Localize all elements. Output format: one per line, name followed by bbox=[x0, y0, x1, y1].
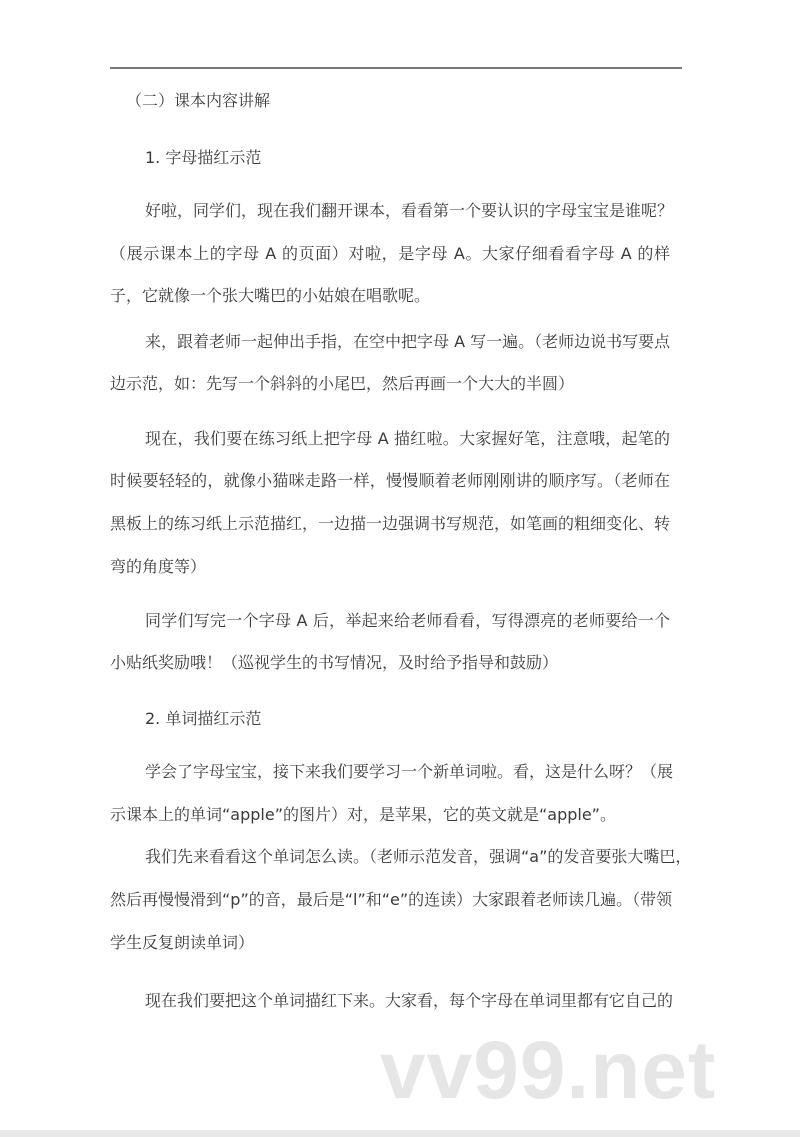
paragraph-line: 子，它就像一个张大嘴巴的小姑娘在唱歌呢。 bbox=[110, 286, 431, 305]
page-bottom-edge bbox=[0, 1130, 800, 1137]
paragraph-line: 时候要轻轻的，就像小猫咪走路一样，慢慢顺着老师刚刚讲的顺序写。（老师在 bbox=[110, 471, 670, 490]
paragraph-line: 好啦，同学们，现在我们翻开课本，看看第一个要认识的字母宝宝是谁呢？ bbox=[145, 201, 674, 220]
subsection-title: 1. 字母描红示范 bbox=[145, 148, 262, 167]
paragraph-line: 然后再慢慢滑到“p”的音，最后是“l”和“e”的连读）大家跟着老师读几遍。（带领 bbox=[110, 890, 673, 909]
paragraph-line: 来，跟着老师一起伸出手指，在空中把字母 A 写一遍。（老师边说书写要点 bbox=[145, 332, 671, 351]
paragraph-line: 同学们写完一个字母 A 后，举起来给老师看看，写得漂亮的老师要给一个 bbox=[145, 611, 670, 630]
paragraph-line: 边示范，如：先写一个斜斜的小尾巴，然后再画一个大大的半圆） bbox=[110, 374, 575, 393]
header-rule bbox=[110, 67, 682, 69]
paragraph-line: 现在我们要把这个单词描红下来。大家看，每个字母在单词里都有它自己的 bbox=[145, 991, 674, 1010]
paragraph-line: 学生反复朗读单词） bbox=[110, 933, 255, 952]
subsection-title: 2. 单词描红示范 bbox=[145, 709, 262, 728]
paragraph-line: 小贴纸奖励哦！（巡视学生的书写情况，及时给予指导和鼓励） bbox=[110, 653, 559, 672]
paragraph-line: （展示课本上的字母 A 的页面）对啦，是字母 A。大家仔细看看字母 A 的样 bbox=[110, 244, 670, 263]
section-heading: （二）课本内容讲解 bbox=[126, 91, 271, 110]
paragraph-line: 示课本上的单词“apple”的图片）对，是苹果，它的英文就是“apple”。 bbox=[110, 805, 616, 824]
paragraph-line: 弯的角度等） bbox=[110, 557, 207, 576]
paragraph-line: 现在，我们要在练习纸上把字母 A 描红啦。大家握好笔，注意哦，起笔的 bbox=[145, 429, 670, 448]
paragraph-line: 黑板上的练习纸上示范描红，一边描一边强调书写规范，如笔画的粗细变化、转 bbox=[110, 514, 671, 533]
paragraph-line: 我们先来看看这个单词怎么读。（老师示范发音，强调“a”的发音要张大嘴巴， bbox=[145, 847, 692, 866]
paragraph-line: 学会了字母宝宝，接下来我们要学习一个新单词啦。看，这是什么呀？（展 bbox=[145, 762, 674, 781]
watermark: vv99.net bbox=[380, 1025, 717, 1116]
